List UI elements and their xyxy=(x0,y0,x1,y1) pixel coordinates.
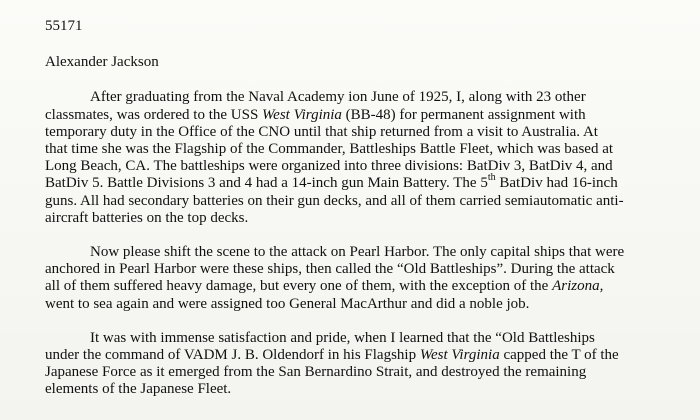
ship-name-arizona: Arizona, xyxy=(552,278,604,295)
paragraph-1-line-7: guns. All had secondary batteries on their gun decks, and all of them carried semiautomatic anti- xyxy=(45,192,624,209)
paragraph-2-line-4: went to sea again and were assigned too General MacArthur and did a noble job. xyxy=(45,295,530,312)
paragraph-1-line-3: temporary duty in the Office of the CNO until that ship returned from a visit to Australia. At xyxy=(45,123,598,140)
paragraph-1-line-2-text-b: (BB-48) for permanent assignment with xyxy=(341,106,586,123)
paragraph-3 xyxy=(45,330,676,399)
paragraph-1 xyxy=(45,89,676,227)
paragraph-3-line-2 xyxy=(45,347,676,364)
paragraph-3-line-4: elements of the Japanese Fleet. xyxy=(45,381,232,398)
paragraph-2-line-3 xyxy=(45,278,676,295)
paragraph-1-line-6 xyxy=(45,172,676,192)
paragraph-1-line-2 xyxy=(45,107,676,124)
paragraph-1-line-2-text-a: classmates, was ordered to the USS xyxy=(45,106,263,123)
paragraph-1-line-8: aircraft batteries on the top decks. xyxy=(45,209,249,226)
paragraph-3-line-2-text-b: capped the T of the xyxy=(499,347,619,364)
paragraph-1-line-6-text-a: BatDiv 5. Battle Divisions 3 and 4 had a 14-inch gun Main Battery. The 5 xyxy=(45,175,488,192)
author-name: Alexander Jackson xyxy=(45,54,159,71)
paragraph-3-line-2-text-a: under the command of VADM J. B. Oldendorf in his Flagship xyxy=(45,347,420,364)
paragraph-2-line-3-text: all of them suffered heavy damage, but every one of them, with the exception of the xyxy=(45,278,553,295)
ordinal-suffix: th xyxy=(487,172,496,184)
ship-name-west-virginia-2: West Virginia xyxy=(419,347,500,364)
paragraph-1-line-4: that time she was the Flagship of the Commander, Battleships Battle Fleet, which was based at xyxy=(45,141,614,158)
paragraph-3-line-1: It was with immense satisfaction and pride, when I learned that the “Old Battleships xyxy=(90,329,595,346)
paragraph-2-line-1: Now please shift the scene to the attack on Pearl Harbor. The only capital ships that were xyxy=(90,244,625,261)
paragraph-2-line-2: anchored in Pearl Harbor were these ships, then called the “Old Battleships”. During the attack xyxy=(45,261,615,278)
document-id: 55171 xyxy=(45,18,83,34)
ship-name-west-virginia: West Virginia xyxy=(262,106,342,123)
paragraph-1-line-5: Long Beach, CA. The battleships were organized into three divisions: BatDiv 3, BatDiv 4, and xyxy=(45,158,613,175)
paragraph-1-line-1: After graduating from the Naval Academy ion June of 1925, I, along with 23 other xyxy=(90,89,586,106)
paragraph-3-line-3: Japanese Force as it emerged from the San Bernardino Strait, and destroyed the remaining xyxy=(45,364,587,381)
paragraph-2 xyxy=(45,244,676,313)
paragraph-1-line-6-text-b: BatDiv had 16-inch xyxy=(495,175,618,192)
